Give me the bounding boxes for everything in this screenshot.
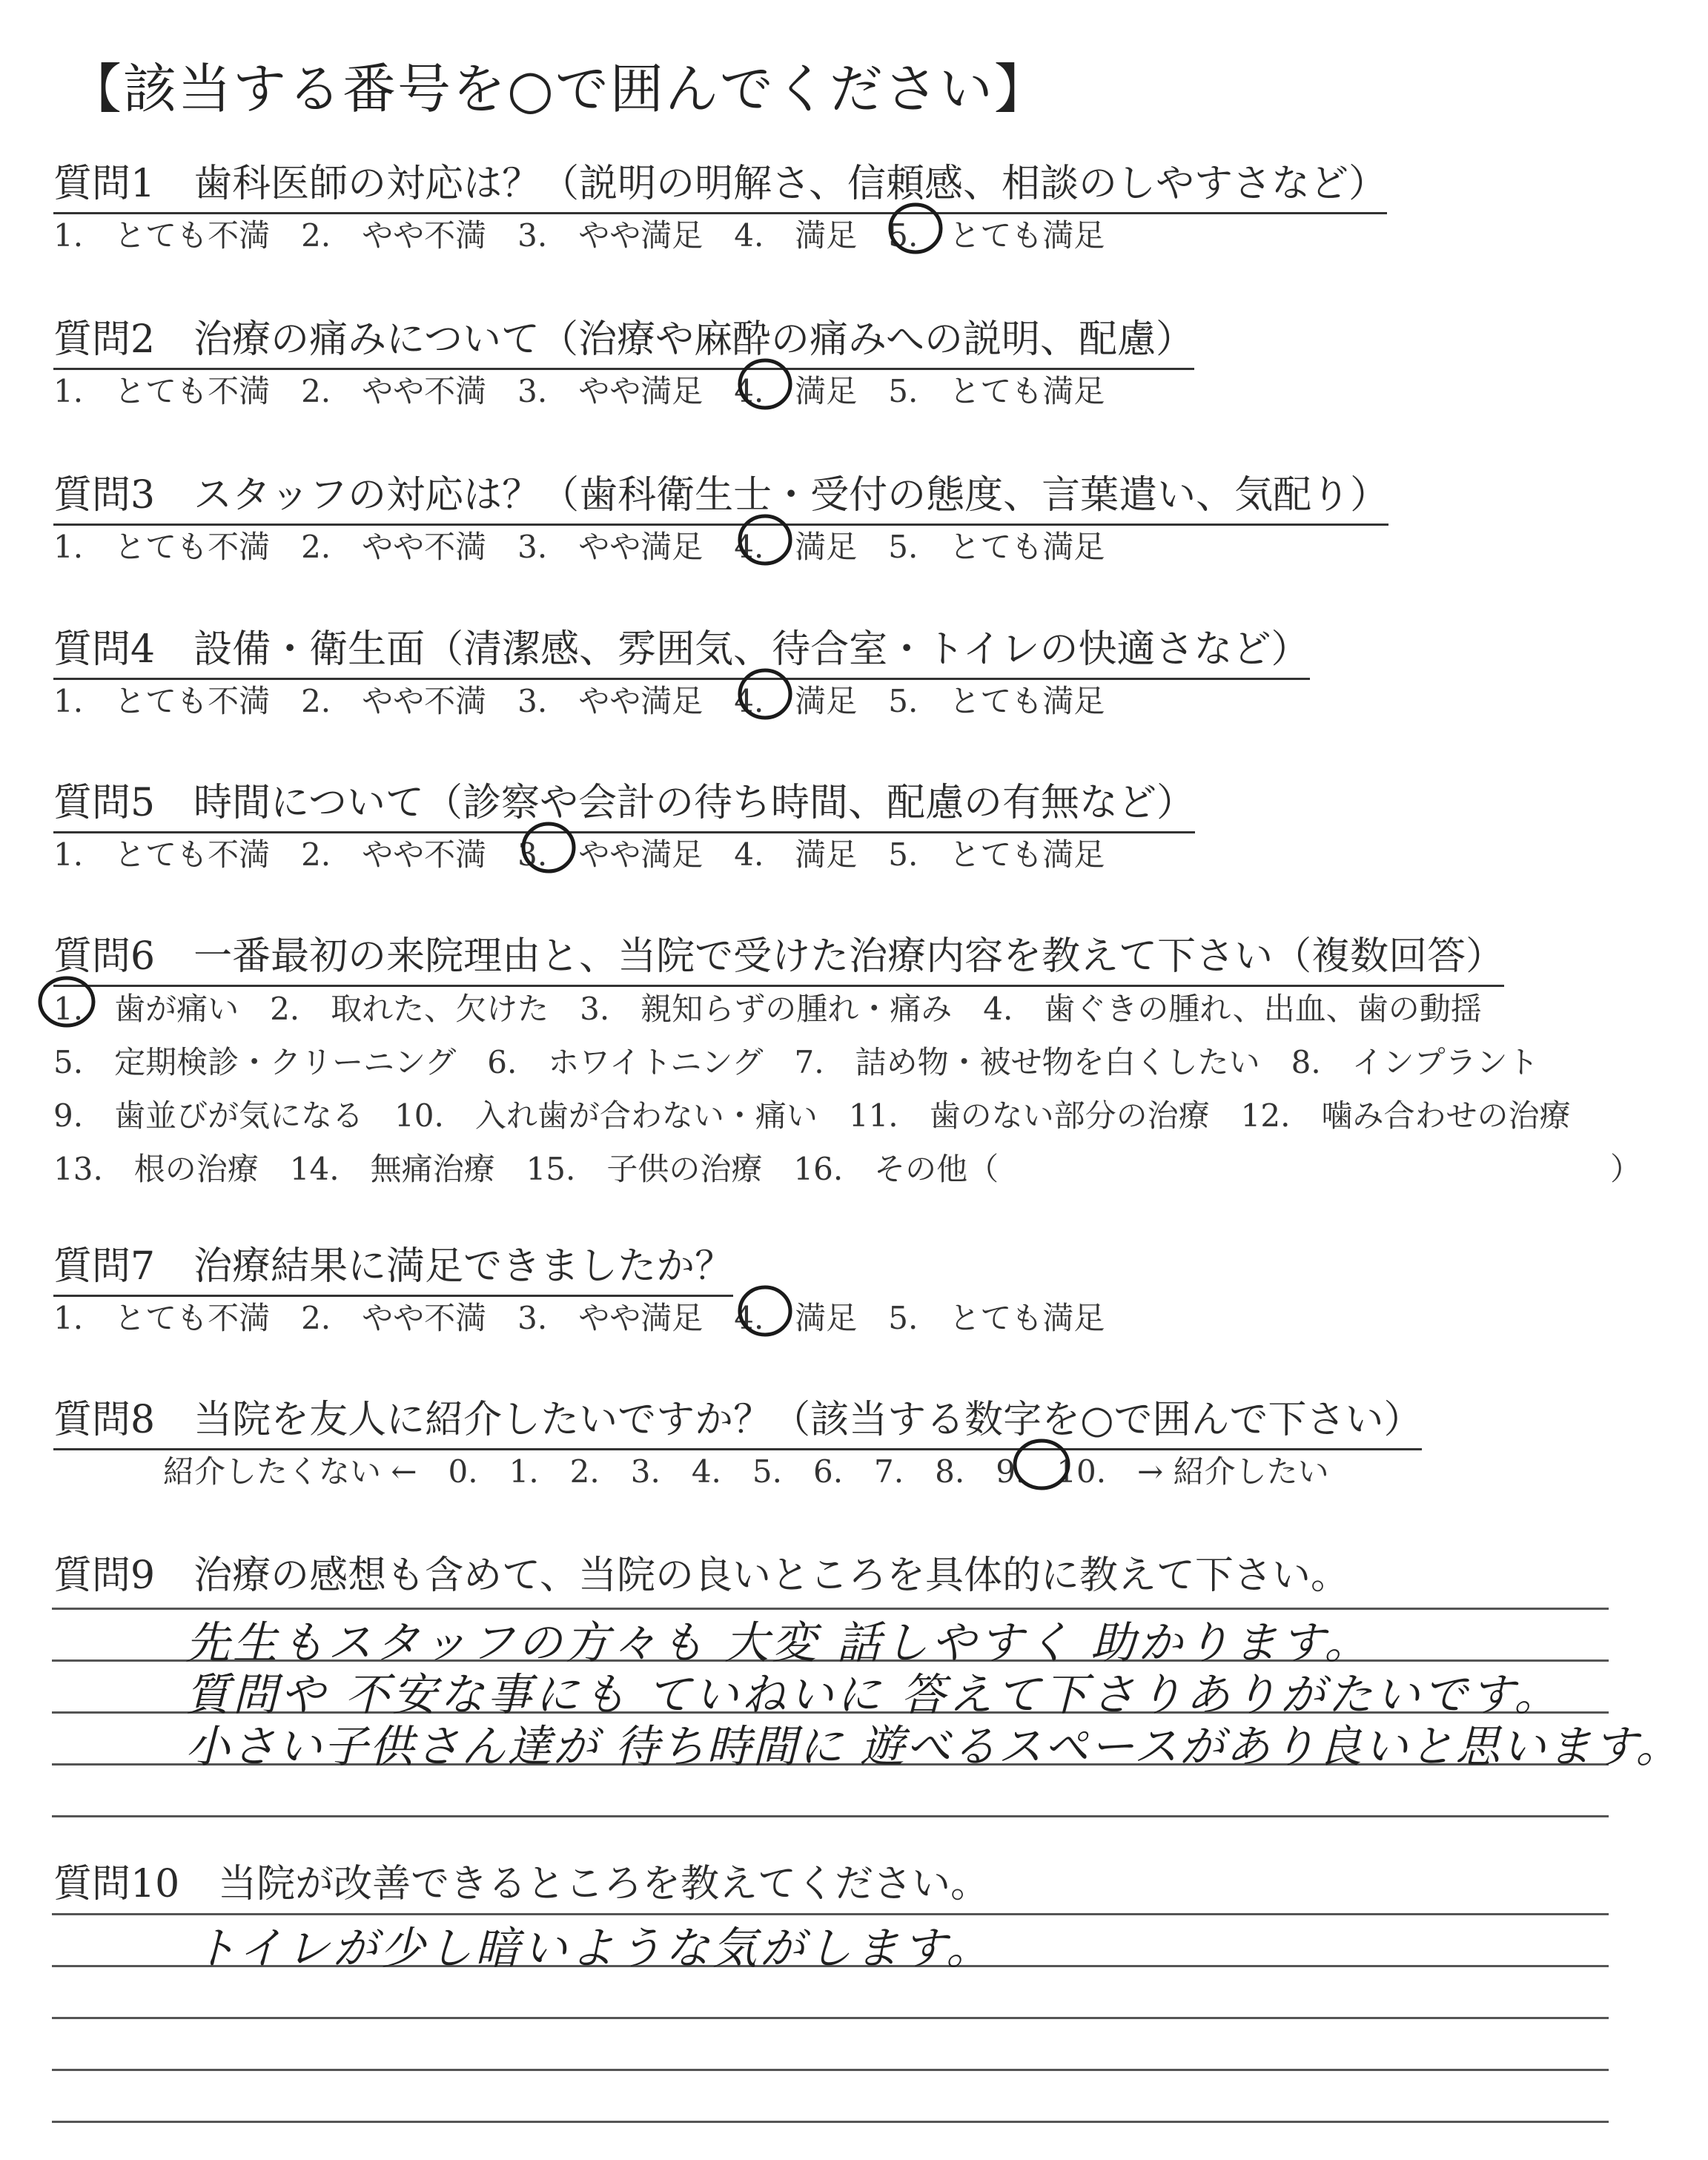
question-1-label: 質問1 歯科医師の対応は？（説明の明解さ、信頼感、相談のしやすさなど） bbox=[53, 152, 1387, 214]
page-title: 【該当する番号を○で囲んでください】 bbox=[68, 58, 1049, 120]
handwritten-answer-10-line-1: トイレが少し暗いような気がします。 bbox=[193, 1923, 994, 1975]
answer-line bbox=[52, 2017, 1609, 2019]
question-2-options: 1. とても不満 2. やや不満 3. やや満足 4. 満足 5. とても満足 bbox=[53, 373, 1105, 409]
question-4-label: 質問4 設備・衛生面（清潔感、雰囲気、待合室・トイレの快適さなど） bbox=[53, 618, 1310, 680]
answer-line bbox=[52, 2121, 1609, 2123]
question-4-options: 1. とても不満 2. やや不満 3. やや満足 4. 満足 5. とても満足 bbox=[53, 683, 1105, 719]
answer-line bbox=[52, 2069, 1609, 2071]
answer-line bbox=[52, 1815, 1609, 1817]
question-10-label: 質問10 当院が改善できるところを教えてください。 bbox=[53, 1862, 990, 1906]
question-6-row-2: 5. 定期検診・クリーニング 6. ホワイトニング 7. 詰め物・被せ物を白くしたい 8. インプラント bbox=[53, 1044, 1539, 1080]
question-7-options: 1. とても不満 2. やや不満 3. やや満足 4. 満足 5. とても満足 bbox=[53, 1300, 1105, 1336]
question-6-row-4: 13. 根の治療 14. 無痛治療 15. 子供の治療 16. その他（ bbox=[53, 1151, 999, 1187]
question-8-scale: 紹介したくない ← 0. 1. 2. 3. 4. 5. 6. 7. 8. 9. 10. → 紹介したい bbox=[163, 1453, 1329, 1490]
question-1-options: 1. とても不満 2. やや不満 3. やや満足 4. 満足 5. とても満足 bbox=[53, 217, 1105, 254]
handwritten-answer-9-line-2: 質問や 不安な事にも ていねいに 答えて下さりありがたいです。 bbox=[185, 1669, 1562, 1721]
handwritten-answer-9-line-3: 小さい子供さん達が 待ち時間に 遊べるスペースがあり良いと思います。 bbox=[185, 1721, 1682, 1773]
question-6-row-3: 9. 歯並びが気になる 10. 入れ歯が合わない・痛い 11. 歯のない部分の治療 12. 噛み合わせの治療 bbox=[53, 1097, 1571, 1134]
question-5-label: 質問5 時間について（診察や会計の待ち時間、配慮の有無など） bbox=[53, 771, 1195, 833]
question-3-label: 質問3 スタッフの対応は？（歯科衛生士・受付の態度、言葉遣い、気配り） bbox=[53, 463, 1388, 526]
question-6-other-close: ） bbox=[1610, 1151, 1642, 1187]
question-3-options: 1. とても不満 2. やや不満 3. やや満足 4. 満足 5. とても満足 bbox=[53, 529, 1105, 565]
question-9-label: 質問9 治療の感想も含めて、当院の良いところを具体的に教えて下さい。 bbox=[53, 1553, 1350, 1598]
question-6-label: 質問6 一番最初の来院理由と、当院で受けた治療内容を教えて下さい（複数回答） bbox=[53, 925, 1504, 987]
handwritten-answer-9-line-1: 先生もスタッフの方々も 大変 話しやすく 助かります。 bbox=[185, 1617, 1372, 1669]
question-6-row-1: 1. 歯が痛い 2. 取れた、欠けた 3. 親知らずの腫れ・痛み 4. 歯ぐきの腫れ、出血、歯の動揺 bbox=[53, 991, 1482, 1027]
question-7-label: 質問7 治療結果に満足できましたか？ bbox=[53, 1235, 733, 1297]
question-8-label: 質問8 当院を友人に紹介したいですか？（該当する数字を○で囲んで下さい） bbox=[53, 1388, 1422, 1450]
question-5-options: 1. とても不満 2. やや不満 3. やや満足 4. 満足 5. とても満足 bbox=[53, 836, 1105, 873]
question-2-label: 質問2 治療の痛みについて（治療や麻酔の痛みへの説明、配慮） bbox=[53, 308, 1194, 370]
